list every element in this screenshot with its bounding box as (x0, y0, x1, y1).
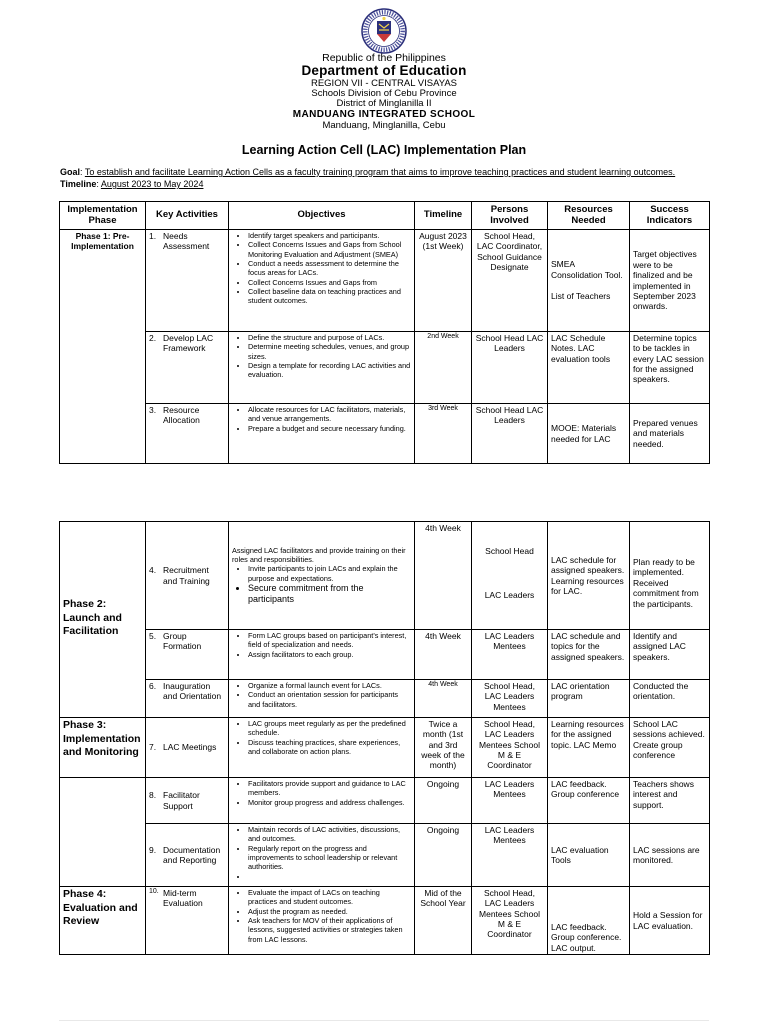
timeline-value: August 2023 (419, 231, 467, 241)
indicators-cell: Target objectives were to be finalized and be implemented in September 2023 onwards. (630, 230, 710, 332)
resources-cell: LAC feedback. Group conference (548, 778, 630, 824)
resources-cell: LAC schedule and topics for the assigned speakers. (548, 630, 630, 680)
objective-item: • Allocate resources for LAC facilitators, materials, and venue arrangements. (248, 405, 411, 424)
col-header-activities: Key Activities (146, 202, 229, 230)
table-row (60, 778, 710, 824)
table-row (60, 404, 710, 464)
goal-text: To establish and facilitate Learning Action Cells as a faculty training program that aims to improve teaching practices and student learning outcomes. (84, 167, 676, 177)
activity-number: 5. (149, 631, 157, 641)
timeline-cell: Ongoing (415, 778, 472, 824)
table-row (60, 887, 710, 955)
indicators-cell: Identify and assigned LAC speakers. (630, 630, 710, 680)
persons-cell: School Head LAC Leaders (472, 332, 548, 404)
deped-seal-logo (361, 8, 407, 54)
activity-name: Resource Allocation (163, 405, 200, 426)
table-row (60, 630, 710, 680)
objective-item: • Discuss teaching practices, share experiences, and collaborate on action plans. (248, 738, 411, 757)
table-row (60, 332, 710, 404)
activity-cell (146, 230, 229, 332)
table-header-row (60, 202, 710, 230)
objective-item: • Design a template for recording LAC activities and evaluation. (248, 361, 411, 380)
timeline-week: (1st Week) (422, 241, 464, 252)
activity-number: 8. (149, 790, 157, 801)
indicators-cell: Teachers shows interest and support. (630, 778, 710, 824)
activity-cell (146, 522, 229, 630)
objective-item: • Invite participants to join LACs and explain the purpose and expectations. (248, 564, 411, 583)
objective-item: • Conduct an orientation session for participants and facilitators. (248, 690, 411, 709)
timeline-cell: Ongoing (415, 824, 472, 887)
school-address: Manduang, Minglanilla, Cebu (322, 120, 446, 131)
objective-item: • Maintain records of LAC activities, discussions, and outcomes. (248, 825, 411, 844)
objective-item: • Conduct a needs assessment to determine the focus areas for LACs. (248, 259, 411, 278)
activity-name: Inauguration and Orientation (163, 681, 222, 702)
objective-item: • Secure commitment from the participants (248, 583, 411, 606)
objective-item: • Facilitators provide support and guidance to LAC members. (248, 779, 411, 798)
activity-name: Mid-term Evaluation (163, 888, 203, 909)
activity-number: 9. (149, 844, 157, 855)
indicators-cell: Prepared venues and materials needed. (630, 404, 710, 464)
school-name: MANDUANG INTEGRATED SCHOOL (292, 109, 476, 120)
objectives-cell (229, 680, 415, 718)
resource-item: List of Teachers (551, 291, 611, 302)
objectives-cell (229, 522, 415, 630)
timeline-label: Timeline (60, 179, 97, 189)
timeline-cell: Mid of the School Year (415, 887, 472, 955)
activity-cell (146, 887, 229, 955)
activity-number: 6. (149, 681, 157, 691)
division-line: Schools Division of Cebu Province (311, 88, 457, 99)
person-item: LAC Leaders (484, 590, 535, 601)
activity-cell (146, 778, 229, 824)
activity-name: Recruitment and Training (163, 565, 210, 586)
timeline-cell: 4th Week (415, 680, 472, 718)
col-header-resources: Resources Needed (548, 202, 630, 230)
timeline-line: Timeline: August 2023 to May 2024 (60, 179, 204, 189)
page-divider (59, 1020, 709, 1021)
objective-item: • Form LAC groups based on participant's interest, field of specialization and needs. (248, 631, 411, 650)
goal-label: Goal (60, 167, 81, 177)
col-header-phase: Implementation Phase (60, 202, 146, 230)
persons-cell: School Head, LAC Leaders Mentees School M & E Coordinator (472, 887, 548, 955)
timeline-text: August 2023 to May 2024 (100, 179, 204, 189)
persons-cell: LAC Leaders Mentees (472, 824, 548, 887)
table-row (60, 522, 710, 630)
persons-cell (472, 522, 548, 630)
timeline-cell: 2nd Week (415, 332, 472, 404)
objectives-cell (229, 630, 415, 680)
indicators-cell: Determine topics to be tackles in every LAC session for the assigned speakers. (630, 332, 710, 404)
objective-item: • LAC groups meet regularly as per the predefined schedule. (248, 719, 411, 738)
col-header-timeline: Timeline (415, 202, 472, 230)
persons-cell: School Head, LAC Leaders Mentees (472, 680, 548, 718)
persons-cell: School Head LAC Leaders (472, 404, 548, 464)
objective-item: • Prepare a budget and secure necessary funding. (248, 424, 411, 433)
objective-item: • Adjust the program as needed. (248, 907, 411, 916)
activity-name: Documentation and Reporting (163, 844, 221, 865)
timeline-cell: 4th Week (415, 522, 472, 630)
objective-item: • Define the structure and purpose of LACs. (248, 333, 411, 342)
col-header-persons: Persons Involved (472, 202, 548, 230)
resource-item: SMEA Consolidation Tool. (551, 259, 623, 280)
persons-cell: School Head, LAC Coordinator, School Guidance Designate (472, 230, 548, 332)
objective-item: • Ask teachers for MOV of their applications of lessons, suggested activities or strategies taken from LAC lessons. (248, 916, 411, 944)
phase-4-cell: Phase 4: Evaluation and Review (60, 887, 146, 955)
objective-lead: Assigned LAC facilitators and provide training on their roles and responsibilities. (232, 545, 406, 564)
department-name: Department of Education (301, 63, 467, 78)
phase-2-cell: Phase 2: Launch and Facilitation (60, 522, 146, 718)
activity-number: 1. (149, 231, 157, 241)
resources-cell: LAC evaluation Tools (548, 824, 630, 887)
persons-cell: School Head, LAC Leaders Mentees School M & E Coordinator (472, 718, 548, 778)
timeline-cell (415, 230, 472, 332)
objective-item: • Regularly report on the progress and improvements to school leadership or relevant authorities. (248, 844, 411, 872)
objectives-cell (229, 332, 415, 404)
activity-cell (146, 630, 229, 680)
phase-1-cell: Phase 1: Pre-Implementation (60, 230, 146, 464)
phase-3-continued-cell (60, 778, 146, 887)
activity-name: Develop LAC Framework (163, 333, 214, 354)
resources-cell (548, 230, 630, 332)
objectives-cell (229, 230, 415, 332)
activity-number: 2. (149, 333, 157, 343)
objective-item: • Collect Concerns Issues and Gaps from School Monitoring Evaluation and Adjustment (SMEA) (248, 240, 411, 259)
table-row (60, 230, 710, 332)
objectives-cell (229, 887, 415, 955)
table-row (60, 680, 710, 718)
timeline-cell: Twice a month (1st and 3rd week of the month) (415, 718, 472, 778)
activity-cell (146, 718, 229, 778)
republic-line: Republic of the Philippines (322, 52, 446, 64)
activity-cell (146, 680, 229, 718)
activity-number: 3. (149, 405, 157, 415)
activity-name: Group Formation (163, 631, 202, 652)
indicators-cell: Hold a Session for LAC evaluation. (630, 887, 710, 955)
resources-cell: LAC schedule for assigned speakers. Learning resources for LAC. (548, 522, 630, 630)
objective-item: • Collect Concerns Issues and Gaps from (248, 278, 411, 287)
activity-cell (146, 404, 229, 464)
objective-item: • Determine meeting schedules, venues, and group sizes. (248, 342, 411, 361)
persons-cell: LAC Leaders Mentees (472, 778, 548, 824)
person-item: School Head (485, 546, 534, 556)
resources-cell: LAC orientation program (548, 680, 630, 718)
activity-number: 4. (149, 565, 157, 576)
activity-cell (146, 824, 229, 887)
resources-cell: Learning resources for the assigned topic. LAC Memo (548, 718, 630, 778)
resources-cell: MOOE: Materials needed for LAC (548, 404, 630, 464)
objective-item: • Assign facilitators to each group. (248, 650, 411, 659)
indicators-cell: LAC sessions are monitored. (630, 824, 710, 887)
col-header-indicators: Success Indicators (630, 202, 710, 230)
activity-name: Facilitator Support (163, 790, 200, 811)
objectives-cell (229, 404, 415, 464)
activity-number: 10. (149, 888, 159, 895)
indicators-cell: Conducted the orientation. (630, 680, 710, 718)
objective-item: • Identify target speakers and participants. (248, 231, 411, 240)
resources-cell: LAC feedback. Group conference. LAC output. (548, 887, 630, 955)
objective-item (248, 872, 411, 881)
resources-cell: LAC Schedule Notes. LAC evaluation tools (548, 332, 630, 404)
plan-table-page2 (59, 521, 710, 955)
persons-cell: LAC Leaders Mentees (472, 630, 548, 680)
timeline-cell: 3rd Week (415, 404, 472, 464)
timeline-cell: 4th Week (415, 630, 472, 680)
table-row (60, 824, 710, 887)
goal-line: Goal: To establish and facilitate Learning Action Cells as a faculty training program that aims to improve teaching practices and student learning outcomes. (60, 167, 676, 177)
district-line: District of Minglanilla II (336, 98, 432, 109)
phase-3-cell: Phase 3: Implementation and Monitoring (60, 718, 146, 778)
objectives-cell (229, 778, 415, 824)
objectives-cell (229, 718, 415, 778)
indicators-cell: School LAC sessions achieved. Create group conference (630, 718, 710, 778)
plan-table-page1 (59, 201, 710, 464)
objective-item: • Monitor group progress and address challenges. (248, 798, 411, 807)
activity-cell (146, 332, 229, 404)
activity-name: Needs Assessment (163, 231, 210, 252)
activity-number: 7. (149, 742, 157, 753)
objective-item: • Organize a formal launch event for LACs. (248, 681, 411, 690)
objective-item: • Evaluate the impact of LACs on teaching practices and student outcomes. (248, 888, 411, 907)
document-title: Learning Action Cell (LAC) Implementation Plan (241, 143, 527, 157)
objectives-cell (229, 824, 415, 887)
table-row (60, 718, 710, 778)
activity-name: LAC Meetings (163, 742, 217, 753)
region-line: REGION VII - CENTRAL VISAYAS (310, 78, 458, 89)
col-header-objectives: Objectives (229, 202, 415, 230)
objective-item: • Collect baseline data on teaching practices and student outcomes. (248, 287, 411, 306)
indicators-cell: Plan ready to be implemented. Received commitment from the participants. (630, 522, 710, 630)
